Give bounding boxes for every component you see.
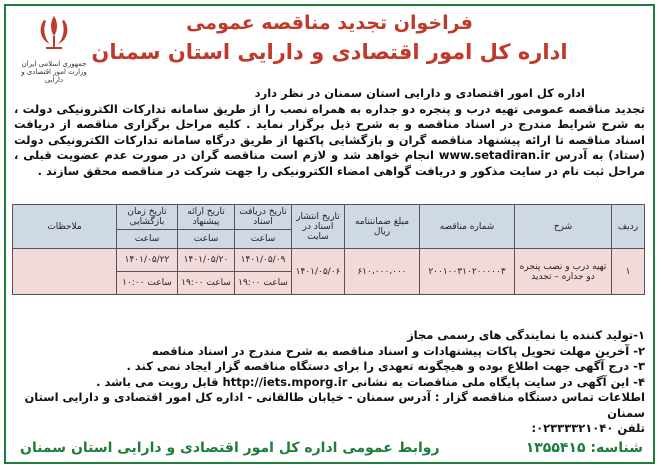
intro-paragraph xyxy=(14,86,645,179)
th-time-submit: ساعت xyxy=(178,230,235,249)
emblem-caption-2: وزارت امور اقتصادی و دارایی xyxy=(21,68,87,84)
th-desc: شرح xyxy=(515,205,612,249)
cell-tender-no: ۲۰۰۱۰۰۳۱۰۲۰۰۰۰۰۳ xyxy=(420,249,515,295)
cell-notes xyxy=(13,249,117,295)
cell-opening-time: ساعت ۱۰:۰۰ xyxy=(117,272,178,295)
advertisement-frame xyxy=(4,4,655,464)
ad-title: فراخوان تجدید مناقصه عمومی xyxy=(186,12,473,34)
notes-list xyxy=(14,328,645,437)
th-tender-no: شماره مناقصه xyxy=(420,205,515,249)
th-receive: تاریخ دریافت اسناد xyxy=(235,205,292,230)
note-item: ۳- درج آگهی جهت اطلاع بوده و هیچگونه تعهدی را برای دستگاه مناقصه گزار ایجاد نمی کند . xyxy=(126,359,645,373)
intro-line-1: اداره کل امور اقتصادی و دارایی استان سمنان در نظر دارد xyxy=(254,86,585,100)
cell-receive-time: ساعت ۱۹:۰۰ xyxy=(235,272,292,295)
contact-info: اطلاعات تماس دستگاه مناقصه گزار : آدرس سمنان - خیابان طالقانی - اداره کل امور اقتصادی و دارایی استان سمنان xyxy=(24,390,645,420)
tender-table xyxy=(12,204,645,295)
note-item: ۴- این آگهی در سایت پایگاه ملی مناقصات به نشانی http://iets.mporg.ir قابل رویت می باشد . xyxy=(96,374,645,389)
cell-opening-date: ۱۴۰۱/۰۵/۲۲ xyxy=(117,249,178,272)
cell-row: ۱ xyxy=(612,249,645,295)
th-time-receive: ساعت xyxy=(235,230,292,249)
cell-guarantee: ۶۱۰،۰۰۰،۰۰۰ xyxy=(345,249,420,295)
th-guarantee: مبلغ ضمانتنامه ریال xyxy=(345,205,420,249)
ad-id: شناسه: ۱۳۵۵۴۱۵ xyxy=(525,440,643,456)
th-notes: ملاحظات xyxy=(13,205,117,249)
emblem-caption-1: جمهوری اسلامی ایران xyxy=(21,60,87,68)
table-row xyxy=(13,249,645,272)
contact-phone: تلفن ۰۲۳۳۳۳۲۱۰۴۰: xyxy=(531,421,645,435)
intro-body: تجدید مناقصه عمومی تهیه درب و پنجره دو جداره به همراه نصب را از طریق سامانه تدارکات الکترونیکی دولت ، به شرح شرایط مندرج در اسناد مناقصه و به شرح ذیل برگزار نماید . کلیه مراحل برگزاری مناقصه از دریافت اسناد مناقصه تا ارائه پیشنهاد مناقصه گران و بازگشایی پاکتها از طریق درگاه سامانه تدارکات الکترونیکی دولت (ستاد) به آدرس www.setadiran.ir انجام خواهد شد و لازم است مناقصه گران در صورت عدم عضویت قبلی ، مراحل ثبت نام در سایت مذکور و دریافت گواهی امضاء الکترونیکی را جهت شرکت در مناقصه محقق سازند . xyxy=(14,101,645,178)
public-relations-dept: روابط عمومی اداره کل امور اقتصادی و دارایی استان سمنان xyxy=(20,440,440,456)
th-publish: تاریخ انتشار اسناد در سایت xyxy=(292,205,345,249)
th-opening: تاریخ زمان بازگشایی xyxy=(117,205,178,230)
cell-receive-date: ۱۴۰۱/۰۵/۰۹ xyxy=(235,249,292,272)
cell-publish: ۱۴۰۱/۰۵/۰۶ xyxy=(292,249,345,295)
th-row: ردیف xyxy=(612,205,645,249)
th-time-opening: ساعت xyxy=(117,230,178,249)
cell-submit-date: ۱۴۰۱/۰۵/۲۰ xyxy=(178,249,235,272)
ad-subtitle: اداره کل امور اقتصادی و دارایی استان سمنان xyxy=(91,40,568,64)
note-item: ۱-تولید کننده یا نمایندگی های رسمی مجاز xyxy=(407,328,645,342)
cell-submit-time: ساعت ۱۹:۰۰ xyxy=(178,272,235,295)
th-submit: تاریخ ارائه پیشنهاد xyxy=(178,205,235,230)
note-item: ۲- آخرین مهلت تحویل پاکات پیشنهادات و اسناد مناقصه به شرح مندرج در اسناد مناقصه xyxy=(151,343,645,358)
cell-desc: تهیه درب و نصب پنجره دو جداره – تجدید xyxy=(515,249,612,295)
